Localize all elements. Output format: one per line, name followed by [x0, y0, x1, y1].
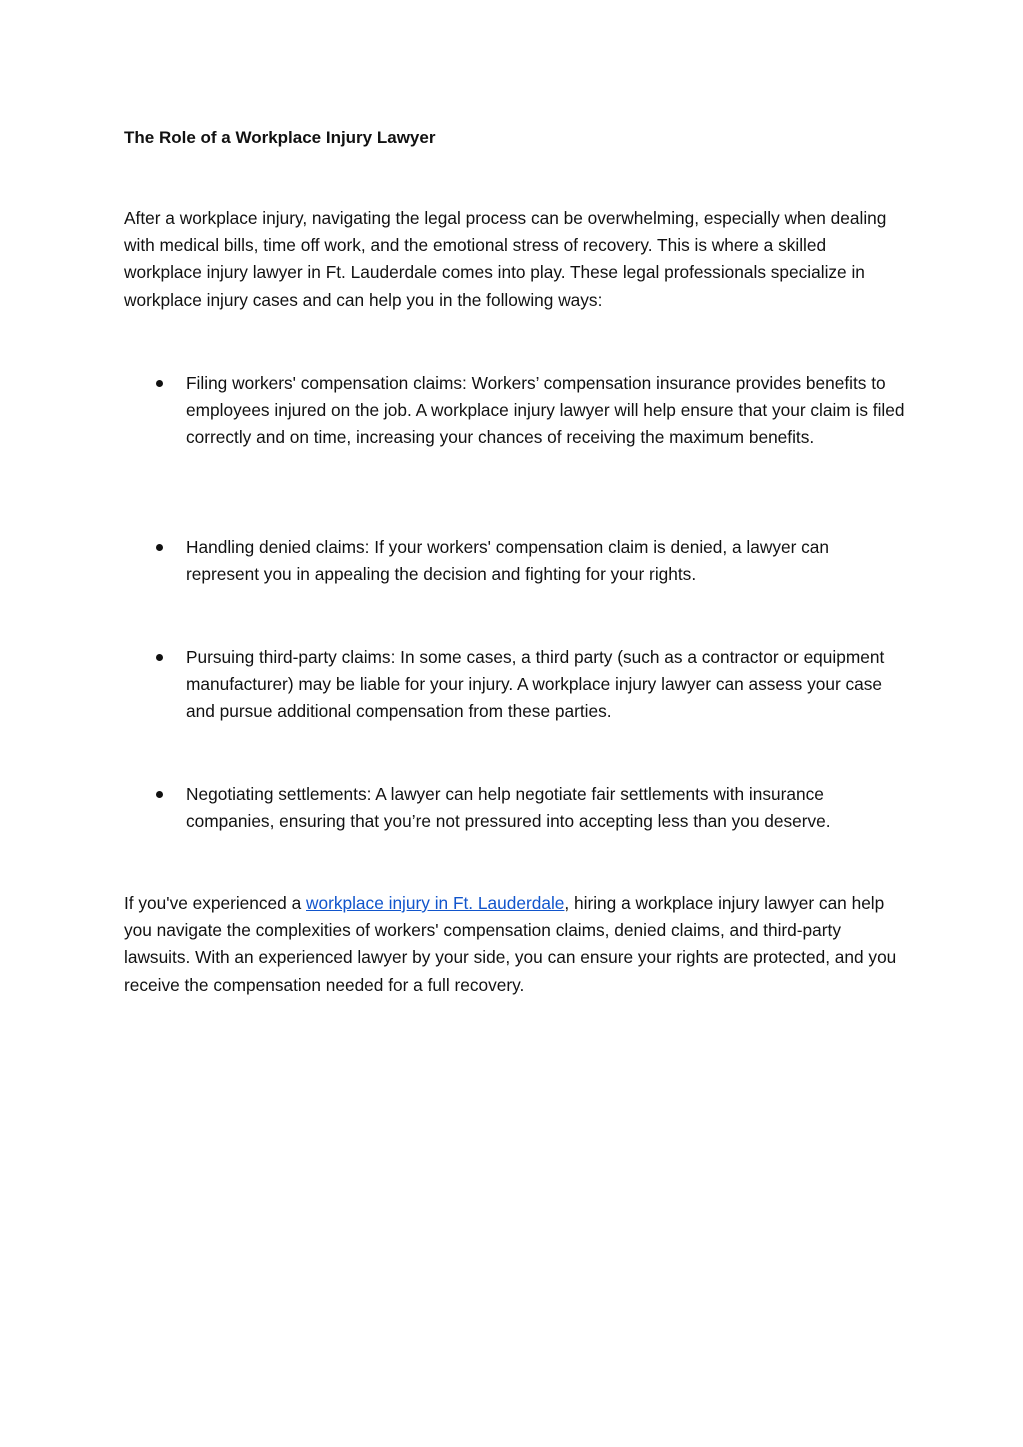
- bullet-icon: [156, 544, 163, 551]
- page-title: The Role of a Workplace Injury Lawyer: [124, 128, 436, 147]
- bullet-icon: [156, 654, 163, 661]
- bullet-icon: [156, 791, 163, 798]
- intro-paragraph: After a workplace injury, navigating the legal process can be overwhelming, especially when dealing with medical bills, time off work, and the emotional stress of recovery. This is where a skilled workplace injury lawyer in Ft. Lauderdale comes into play. These legal professionals specialize in workplace injury cases and can help you in the following ways:: [124, 208, 887, 310]
- list-item-text: Filing workers' compensation claims: Workers’ compensation insurance provides benefits to employees injured on the job. A workplace injury lawyer will help ensure that your claim is filed correctly and on time, increasing your chances of receiving the maximum benefits.: [186, 373, 905, 448]
- conclusion-text-start: If you've experienced a: [124, 893, 306, 913]
- conclusion-paragraph: [124, 890, 904, 999]
- workplace-injury-link[interactable]: workplace injury in Ft. Lauderdale: [306, 893, 565, 913]
- list-item-text: Pursuing third-party claims: In some cases, a third party (such as a contractor or equipment manufacturer) may be liable for your injury. A workplace injury lawyer can assess your case and pursue additional compensation from these parties.: [186, 647, 885, 722]
- conclusion-text-end: , hiring a workplace injury lawyer can help you navigate the complexities of workers' compensation claims, denied claims, and third-party lawsuits. With an experienced lawyer by your side, you can ensure your rights are protected, and you receive the compensation needed for a full recovery.: [124, 893, 897, 995]
- bullet-icon: [156, 380, 163, 387]
- list-item-text: Negotiating settlements: A lawyer can help negotiate fair settlements with insurance companies, ensuring that you’re not pressured into accepting less than you deserve.: [186, 784, 831, 832]
- list-item-text: Handling denied claims: If your workers' compensation claim is denied, a lawyer can represent you in appealing the decision and fighting for your rights.: [186, 537, 830, 585]
